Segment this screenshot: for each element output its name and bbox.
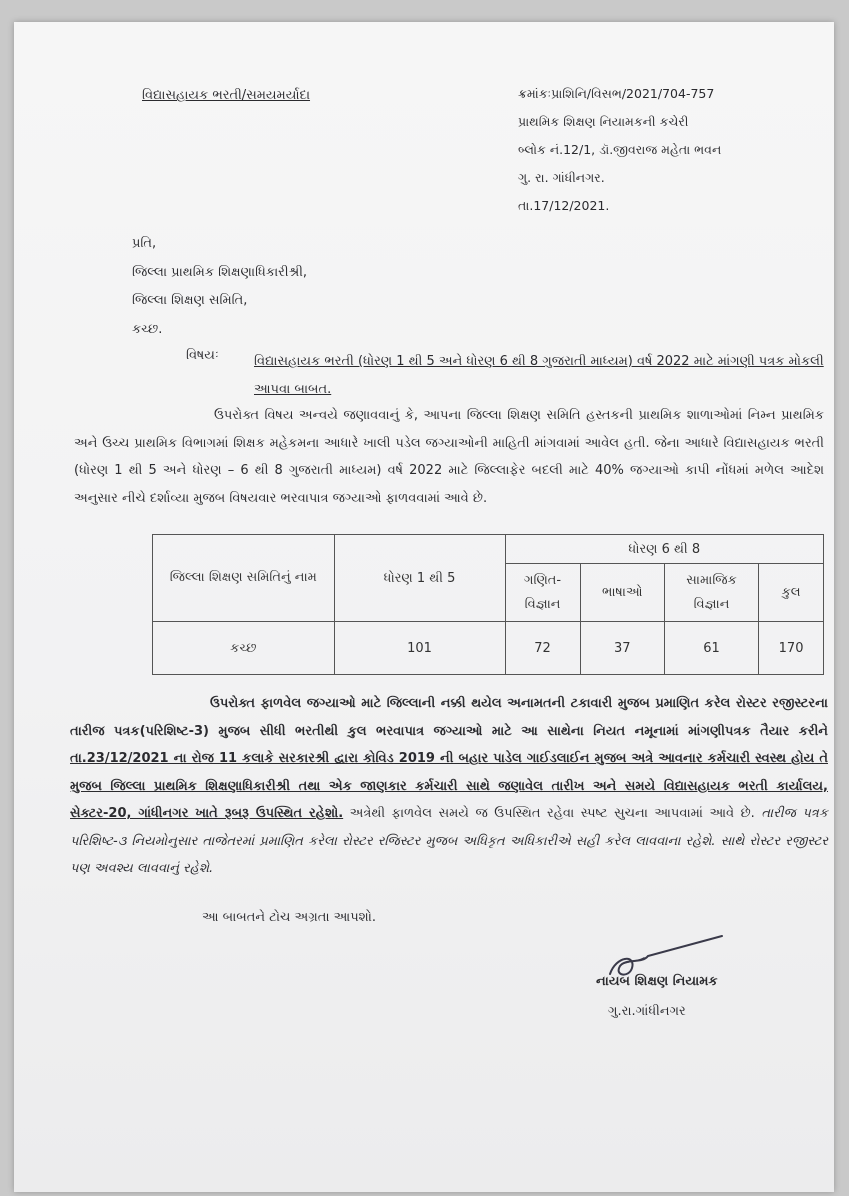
addressee-to: પ્રતિ, — [132, 236, 157, 251]
header-social-science: સામાજિક વિજ્ઞાન — [664, 564, 758, 622]
body-paragraph-1: ઉપરોક્ત વિષય અન્વયે જણાવવાનું કે, આપના જિલ્લા શિક્ષણ સમિતિ હસ્તકની પ્રાથમિક શાળાઓમાં નિમ્ન પ્રાથમિક અને ઉચ્ચ પ્રાથમિક વિભાગમાં શિક્ષક મહેકમના આધારે ખાલી પડેલ જગ્યાઓની માહિતી માંગવામાં આવેલ હતી. જેના આધારે વિદ્યાસહાયક ભરતી (ધોરણ 1 થી 5 અને ધોરણ – 6 થી 8 ગુજરાતી માધ્યમ) વર્ષ 2022 માટે જિલ્લાફેર બદલી માટે 40% જગ્યાઓ કાપી નોંધમાં મળેલ આદેશ અનુસાર નીચે દર્શાવ્યા મુજબ વિષયવાર ભરવાપાત્ર જગ્યાઓ ફાળવવામાં આવે છે. — [74, 408, 824, 506]
header-std-6-8: ધોરણ 6 થી 8 — [505, 535, 823, 564]
subject-label: વિષયઃ — [186, 348, 219, 363]
subject-text: વિદ્યાસહાયક ભરતી (ધોરણ 1 થી 5 અને ધોરણ 6 થી 8 ગુજરાતી માધ્યમ) વર્ષ 2022 માટે માંગણી પત્રક મોકલી આપવા બાબત. — [254, 354, 824, 397]
table-row — [153, 622, 824, 675]
letter-header — [518, 80, 721, 220]
cell-social-science: 61 — [664, 622, 758, 675]
cell-math-science: 72 — [505, 622, 580, 675]
cell-district: કચ્છ — [153, 622, 335, 675]
letter-date: તા.17/12/2021. — [518, 198, 610, 213]
para2-part-d: તારીજ પત્રક પરિશિષ્ટ-૩ નિયમોનુસાર તાજેતરમાં પ્રમાણિત કરેલા રોસ્ટર રજિસ્ટર મુજબ અધિકૃત અધિકારીએ સહી કરેલ લાવવાના રહેશે. સાથે રોસ્ટર રજીસ્ટર પણ અવશ્ય લાવવાનું રહેશે. — [70, 806, 828, 876]
signatory-title: નાયબ શિક્ષણ નિયામક — [596, 974, 718, 989]
header-languages: ભાષાઓ — [580, 564, 664, 622]
addressee-line1: જિલ્લા પ્રાથમિક શિક્ષણાધિકારીશ્રી, — [132, 264, 308, 280]
para2-part-a: ઉપરોક્ત ફાળવેલ જગ્યાઓ માટે જિલ્લાની નક્કી થયેલ અનામતની ટકાવારી મુજબ પ્રમાણિત કરેલ રોસ્ટર રજીસ્ટરના તારીજ પત્રક(પરિશિષ્ટ-3) મુજબ સીધી ભરતીથી કુલ ભરવાપાત્ર જગ્યાઓ માટે આ સાથેના નિયત નમૂનામાં માંગણીપત્રક તૈયાર કરીને — [70, 696, 828, 739]
cell-std-1-5: 101 — [334, 622, 505, 675]
header-district: જિલ્લા શિક્ષણ સમિતિનું નામ — [153, 535, 335, 622]
signatory-place: ગુ.રા.ગાંધીનગર — [608, 1004, 686, 1019]
cell-total: 170 — [759, 622, 824, 675]
body-paragraph-2 — [70, 690, 828, 883]
para2-part-b: તા.23/12/2021 ના રોજ 11 કલાકે સરકારશ્રી દ્વારા કોવિડ 2019 ની બહાર પાડેલ ગાઈડલાઈન મુજબ અત્રે આવનાર કર્મચારી સ્વસ્થ હોય તે મુજબ જિલ્લા પ્રાથમિક શિક્ષણાધિકારીશ્રી તથા એક જાણકાર કર્મચારી સાથે જણાવેલ તારીખ અને સમયે વિદ્યાસહાયક ભરતી કાર્યાલય, સેક્ટર-20, ગાંધીનગર ખાતે રૂબરૂ ઉપસ્થિત રહેશો. — [70, 751, 828, 821]
para2-part-c: અત્રેથી ફાળવેલ સમયે જ ઉપસ્થિત રહેવા સ્પષ્ટ સુચના આપવામાં આવે છે. — [349, 806, 755, 821]
header-total: કુલ — [759, 564, 824, 622]
header-std-1-5: ધોરણ 1 થી 5 — [334, 535, 505, 622]
office-city: ગુ. રા. ગાંધીનગર. — [518, 170, 605, 185]
cell-languages: 37 — [580, 622, 664, 675]
closing-line: આ બાબતને ટોચ અગ્રતા આપશો. — [202, 910, 377, 925]
addressee-block — [132, 230, 307, 344]
addressee-line3: કચ્છ. — [132, 321, 163, 337]
department-label: વિદ્યાસહાયક ભરતી/સમયમર્યાદા — [142, 88, 311, 103]
header-math-science: ગણિત-વિજ્ઞાન — [505, 564, 580, 622]
vacancy-table — [152, 534, 824, 675]
office-address: બ્લોક નં.12/1, ડૉ.જીવરાજ મહેતા ભવન — [518, 142, 722, 157]
addressee-line2: જિલ્લા શિક્ષણ સમિતિ, — [132, 293, 248, 308]
letter-page — [14, 22, 834, 1192]
reference-number: ક્રમાંકઃપ્રાશિનિ/વિસભ/2021/704-757 — [518, 86, 715, 101]
office-name: પ્રાથમિક શિક્ષણ નિયામકની કચેરી — [518, 114, 689, 129]
